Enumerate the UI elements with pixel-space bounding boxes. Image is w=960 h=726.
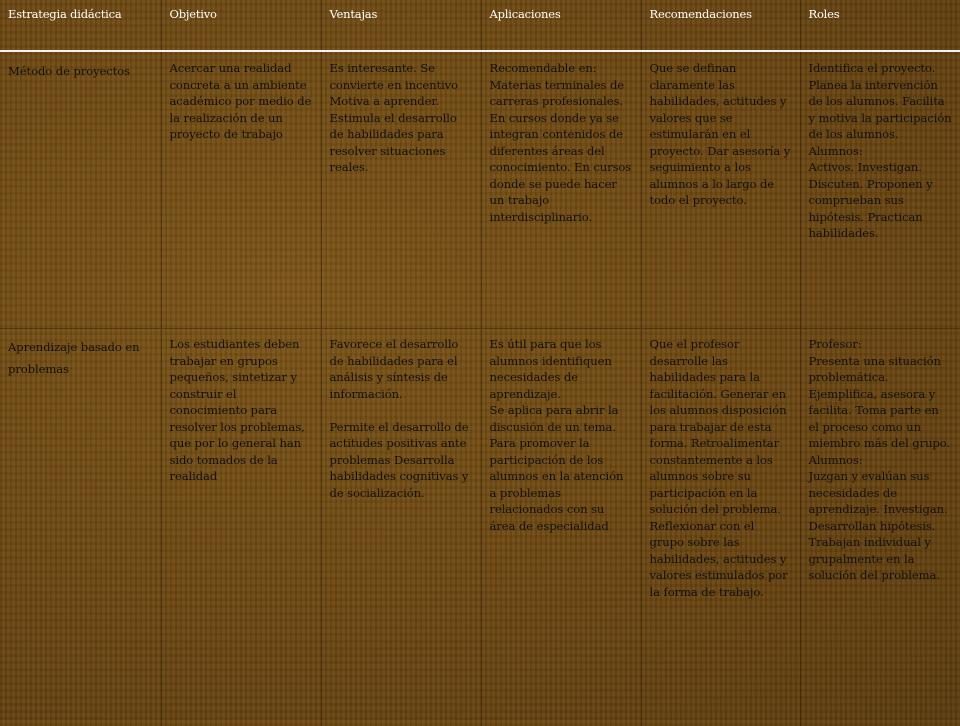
header-recomendaciones: Recomendaciones <box>641 0 800 51</box>
cell-text: Que se definan claramente las habilidades, actitudes y valores que se estimularán en el proyecto. Dar asesoría y seguimiento a los alumnos a lo largo de todo el proyecto. <box>650 60 792 209</box>
cell-objetivo <box>161 51 321 329</box>
header-row <box>0 0 960 51</box>
header-roles: Roles <box>800 0 960 51</box>
header-estrategia: Estrategia didáctica <box>0 0 161 51</box>
cell-roles <box>800 51 960 329</box>
cell-roles <box>800 329 960 726</box>
table-row <box>0 51 960 329</box>
cell-aplicaciones <box>481 51 641 329</box>
cell-estrategia <box>0 51 161 329</box>
cell-text: Que el profesor desarrolle las habilidades para la facilitación. Generar en los alumnos disposición para trabajar de esta forma. Retroalimentar constantemente a los alumnos sobre su participación en la solución del problema. Reflexionar con el grupo sobre las habilidades, actitudes y valores estimulados por la forma de trabajo. <box>650 336 792 600</box>
cell-objetivo <box>161 329 321 726</box>
cell-ventajas <box>321 329 481 726</box>
cell-text: Aprendizaje basado en problemas <box>8 336 153 380</box>
cell-text: Profesor: Presenta una situación problemática. Ejemplifica, asesora y facilita. Toma parte en el proceso como un miembro más del grupo. Alumnos: Juzgan y evalúan sus necesidades de aprendizaje. Investigan. Desarrollan hipótesis. Trabajan individual y grupalmente en la solución del problema. <box>809 336 953 584</box>
header-ventajas: Ventajas <box>321 0 481 51</box>
cell-recomendaciones <box>641 51 800 329</box>
header-objetivo: Objetivo <box>161 0 321 51</box>
cell-text: Recomendable en: Materias terminales de carreras profesionales. En cursos donde ya se integran contenidos de diferentes áreas del conocimiento. En cursos donde se puede hacer un trabajo interdisciplinario. <box>490 60 633 225</box>
header-aplicaciones: Aplicaciones <box>481 0 641 51</box>
cell-text: Identifica el proyecto. Planea la intervención de los alumnos. Facilita y motiva la participación de los alumnos. Alumnos: Activos. Investigan. Discuten. Proponen y comprueban sus hipótesis. Practican habilidades. <box>809 60 953 242</box>
cell-ventajas <box>321 51 481 329</box>
cell-text: Método de proyectos <box>8 60 153 82</box>
cell-text: Es útil para que los alumnos identifiquen necesidades de aprendizaje. Se aplica para abrir la discusión de un tema. Para promover la participación de los alumnos en la atención a problemas relacionados con su área de especialidad <box>490 336 633 534</box>
cell-text: Los estudiantes deben trabajar en grupos pequeños, sintetizar y construir el conocimiento para resolver los problemas, que por lo general han sido tomados de la realidad <box>170 336 313 485</box>
cell-recomendaciones <box>641 329 800 726</box>
cell-text: Acercar una realidad concreta a un ambiente académico por medio de la realización de un proyecto de trabajo <box>170 60 313 143</box>
cell-estrategia <box>0 329 161 726</box>
cell-aplicaciones <box>481 329 641 726</box>
cell-text: Es interesante. Se convierte en incentivo Motiva a aprender. Estimula el desarrollo de habilidades para resolver situaciones reales. <box>330 60 473 176</box>
cell-text: Favorece el desarrollo de habilidades para el análisis y síntesis de información. Permite el desarrollo de actitudes positivas ante problemas Desarrolla habilidades cognitivas y de socialización. <box>330 336 473 501</box>
table-row <box>0 329 960 726</box>
